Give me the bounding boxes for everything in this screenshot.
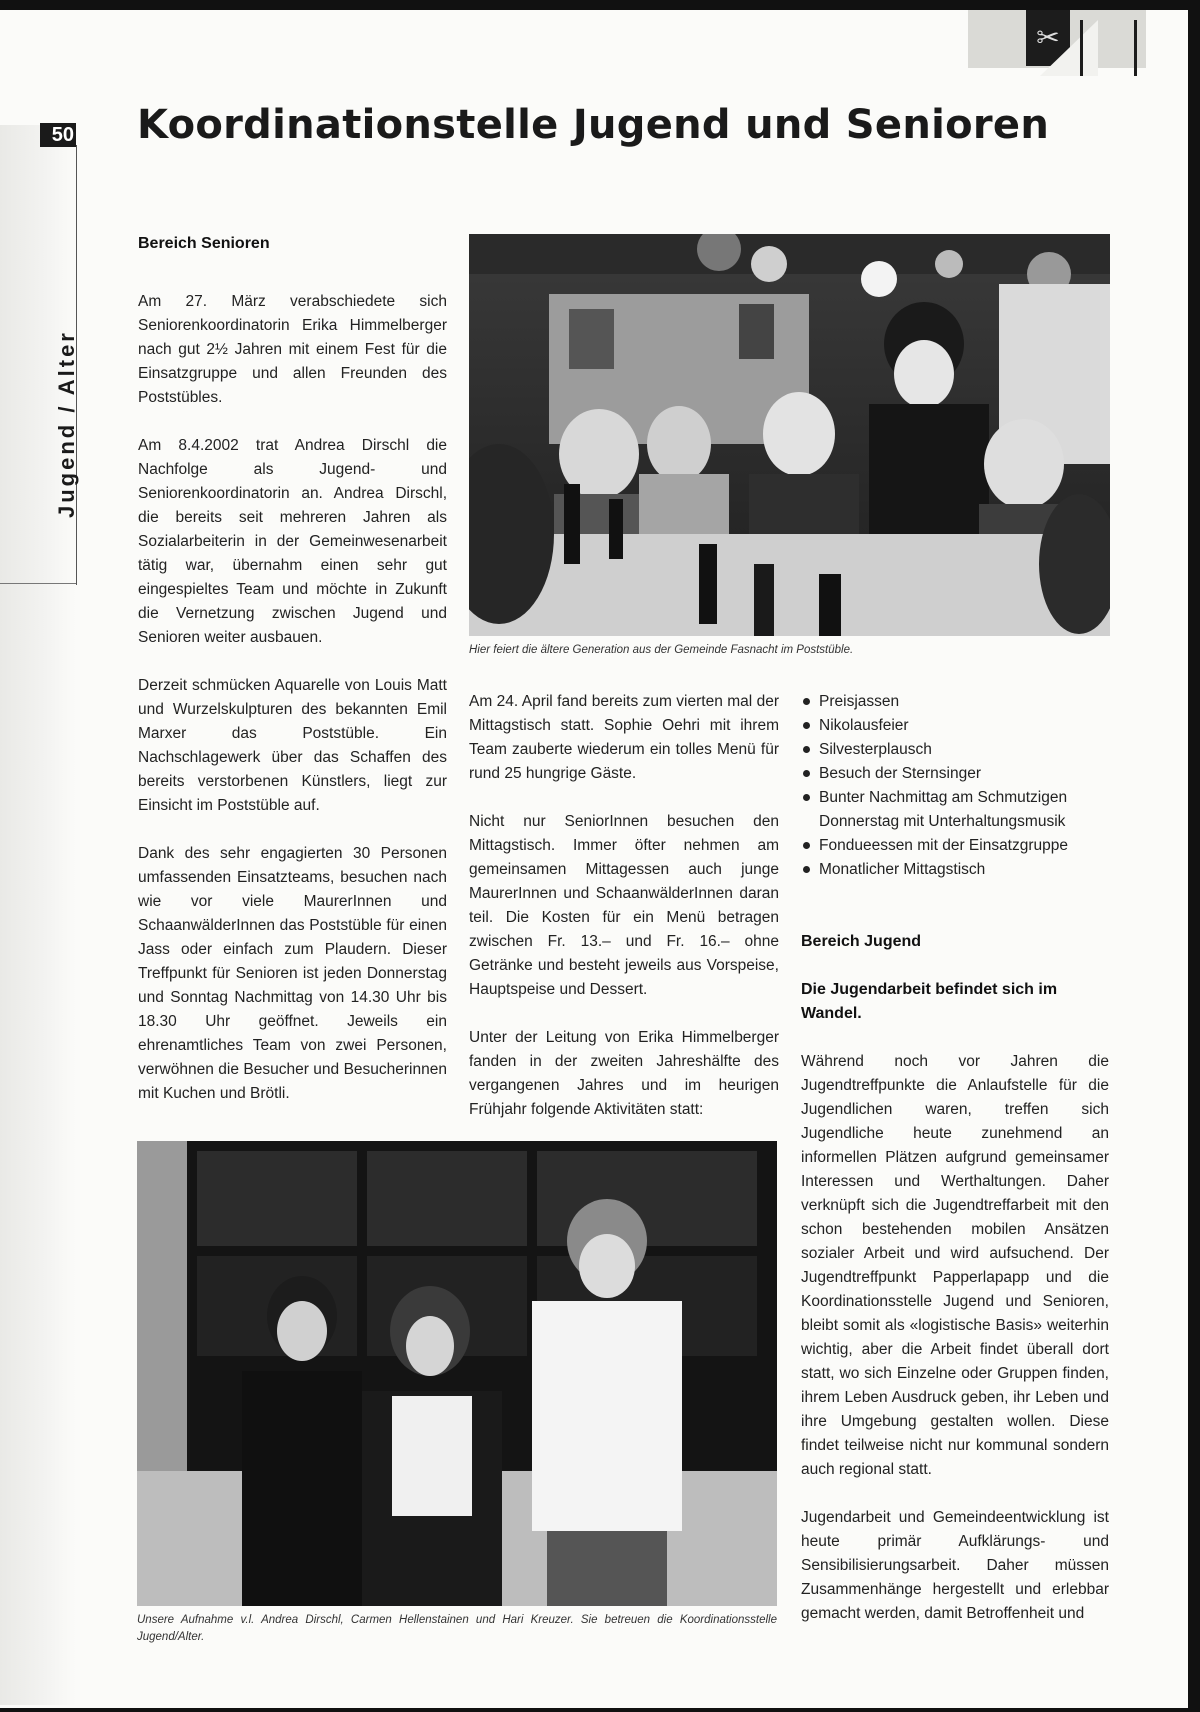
column-3 <box>801 690 1109 1650</box>
page-title: Koordinationstelle Jugend und Senioren <box>137 102 1050 148</box>
side-divider-horizontal <box>0 583 76 584</box>
list-item: Fondueessen mit der Einsatzgruppe <box>801 834 1109 858</box>
photo-caption-top: Hier feiert die ältere Generation aus der Gemeinde Fasnacht im Poststüble. <box>469 644 854 656</box>
heading-jugend: Bereich Jugend <box>801 933 922 950</box>
photo-seniors-party <box>469 234 1110 636</box>
paragraph: Derzeit schmücken Aquarelle von Louis Matt und Wurzelskulpturen des bekannten Emil Marxer das Poststüble. Ein Nachschlagewerk über das Schaffen des bereits verstorbenen Künstlers, liegt zur Einsicht im Poststüble auf. <box>138 677 447 814</box>
list-item: Monatlicher Mittagstisch <box>801 858 1109 882</box>
paragraph: Unter der Leitung von Erika Himmelberger fanden in der zweiten Jahreshälfte des vergangenen Jahres und im heurigen Frühjahr folgende Aktivitäten statt: <box>469 1029 779 1118</box>
paragraph: Dank des sehr engagierten 30 Personen umfassenden Einsatzteams, besuchen nach wie vor viele MaurerInnen und SchaanwälderInnen das Poststüble für einen Jass oder einfach zum Plaudern. Dieser Treffpunkt für Senioren ist jeden Donnerstag und Sonntag Nachmittag von 14.30 Uhr bis 18.30 Uhr geöffnet. Jeweils ein ehrenamtliches Team von zwei Personen, verwöhnen die Besucher und Besucherinnen mit Kuchen und Brötli. <box>138 845 447 1102</box>
list-item: Silvesterplausch <box>801 738 1109 762</box>
list-item: Preisjassen <box>801 690 1109 714</box>
heading-senioren: Bereich Senioren <box>138 235 270 252</box>
activities-list <box>801 690 1109 882</box>
scissors-icon: ✂ <box>1026 10 1070 66</box>
photo-team <box>137 1141 777 1606</box>
column-1 <box>138 232 447 1130</box>
paragraph: Jugendarbeit und Gemeindeentwicklung ist heute primär Aufklärungs- und Sensibilisierungsarbeit. Daher müssen Zusammenhänge hergestellt und erlebbar gemacht werden, damit Betroffenheit und <box>801 1509 1109 1622</box>
paragraph: Während noch vor Jahren die Jugendtreffpunkte die Anlaufstelle für die Jugendlichen waren, treffen sich Jugendliche heute zunehmend an informellen Plätzen aufgrund gemeinsamer Interessen und Werthaltungen. Daher verknüpft sich die Jugendtreffarbeit mit den schon bestehenden mobilen Ansätzen sozialer Arbeit und wird aufsuchend. Der Jugendtreffpunkt Papperlapapp und die Koordinationsstelle Jugend und Senioren, bleibt somit als «logistische Basis» weiterhin wichtig, aber die Arbeit findet überall dort statt, wo sich Einzelne oder Gruppen finden, ihrem Leben Ausdruck geben, ihr Leben und ihre Umgebung gestalten wollen. Diese findet teilweise nicht nur kommunal sondern auch regional statt. <box>801 1053 1109 1478</box>
paragraph: Am 24. April fand bereits zum vierten mal der Mittagstisch statt. Sophie Oehri mit ihrem Team zauberte wiederum ein tolles Menü für rund 25 hungrige Gäste. <box>469 693 779 782</box>
page-number: 50 <box>40 123 76 147</box>
paragraph: Nicht nur SeniorInnen besuchen den Mittagstisch. Immer öfter nehmen am gemeinsamen Mittagessen auch junge MaurerInnen und SchaanwälderInnen daran teil. Die Kosten für ein Menü betragen zwischen Fr. 13.– und Fr. 16.– ohne Getränke und besteht jeweils aus Vorspeise, Hauptspeise und Dessert. <box>469 813 779 998</box>
photo-caption-bottom: Unsere Aufnahme v.l. Andrea Dirschl, Carmen Hellenstainen und Hari Kreuzer. Sie betreuen die Koordinationsstelle Jugend/Alter. <box>137 1614 777 1643</box>
section-label: Jugend / Alter <box>54 330 79 518</box>
list-item: Nikolausfeier <box>801 714 1109 738</box>
column-2 <box>469 690 779 1146</box>
logo-bars <box>1080 20 1140 76</box>
paragraph: Am 8.4.2002 trat Andrea Dirschl die Nachfolge als Jugend- und Seniorenkoordinatorin an. Andrea Dirschl, die bereits seit mehreren Jahren als Sozialarbeiterin in der Gemeinwesenarbeit tätig war, übernahm einen sehr gut eingespieltes Team und möchte in Zukunft die Vernetzung zwischen Jugend und Senioren weiter ausbauen. <box>138 437 447 646</box>
page <box>0 10 1188 1708</box>
list-item: Bunter Nachmittag am Schmutzigen Donnerstag mit Unterhaltungsmusik <box>801 786 1109 834</box>
list-item: Besuch der Sternsinger <box>801 762 1109 786</box>
paragraph: Am 27. März verabschiedete sich Seniorenkoordinatorin Erika Himmelberger nach gut 2½ Jahren mit einem Fest für die Einsatzgruppe und allen Freunden des Poststübles. <box>138 293 447 406</box>
subheading-jugendarbeit: Die Jugendarbeit befindet sich im Wandel. <box>801 981 1058 1022</box>
